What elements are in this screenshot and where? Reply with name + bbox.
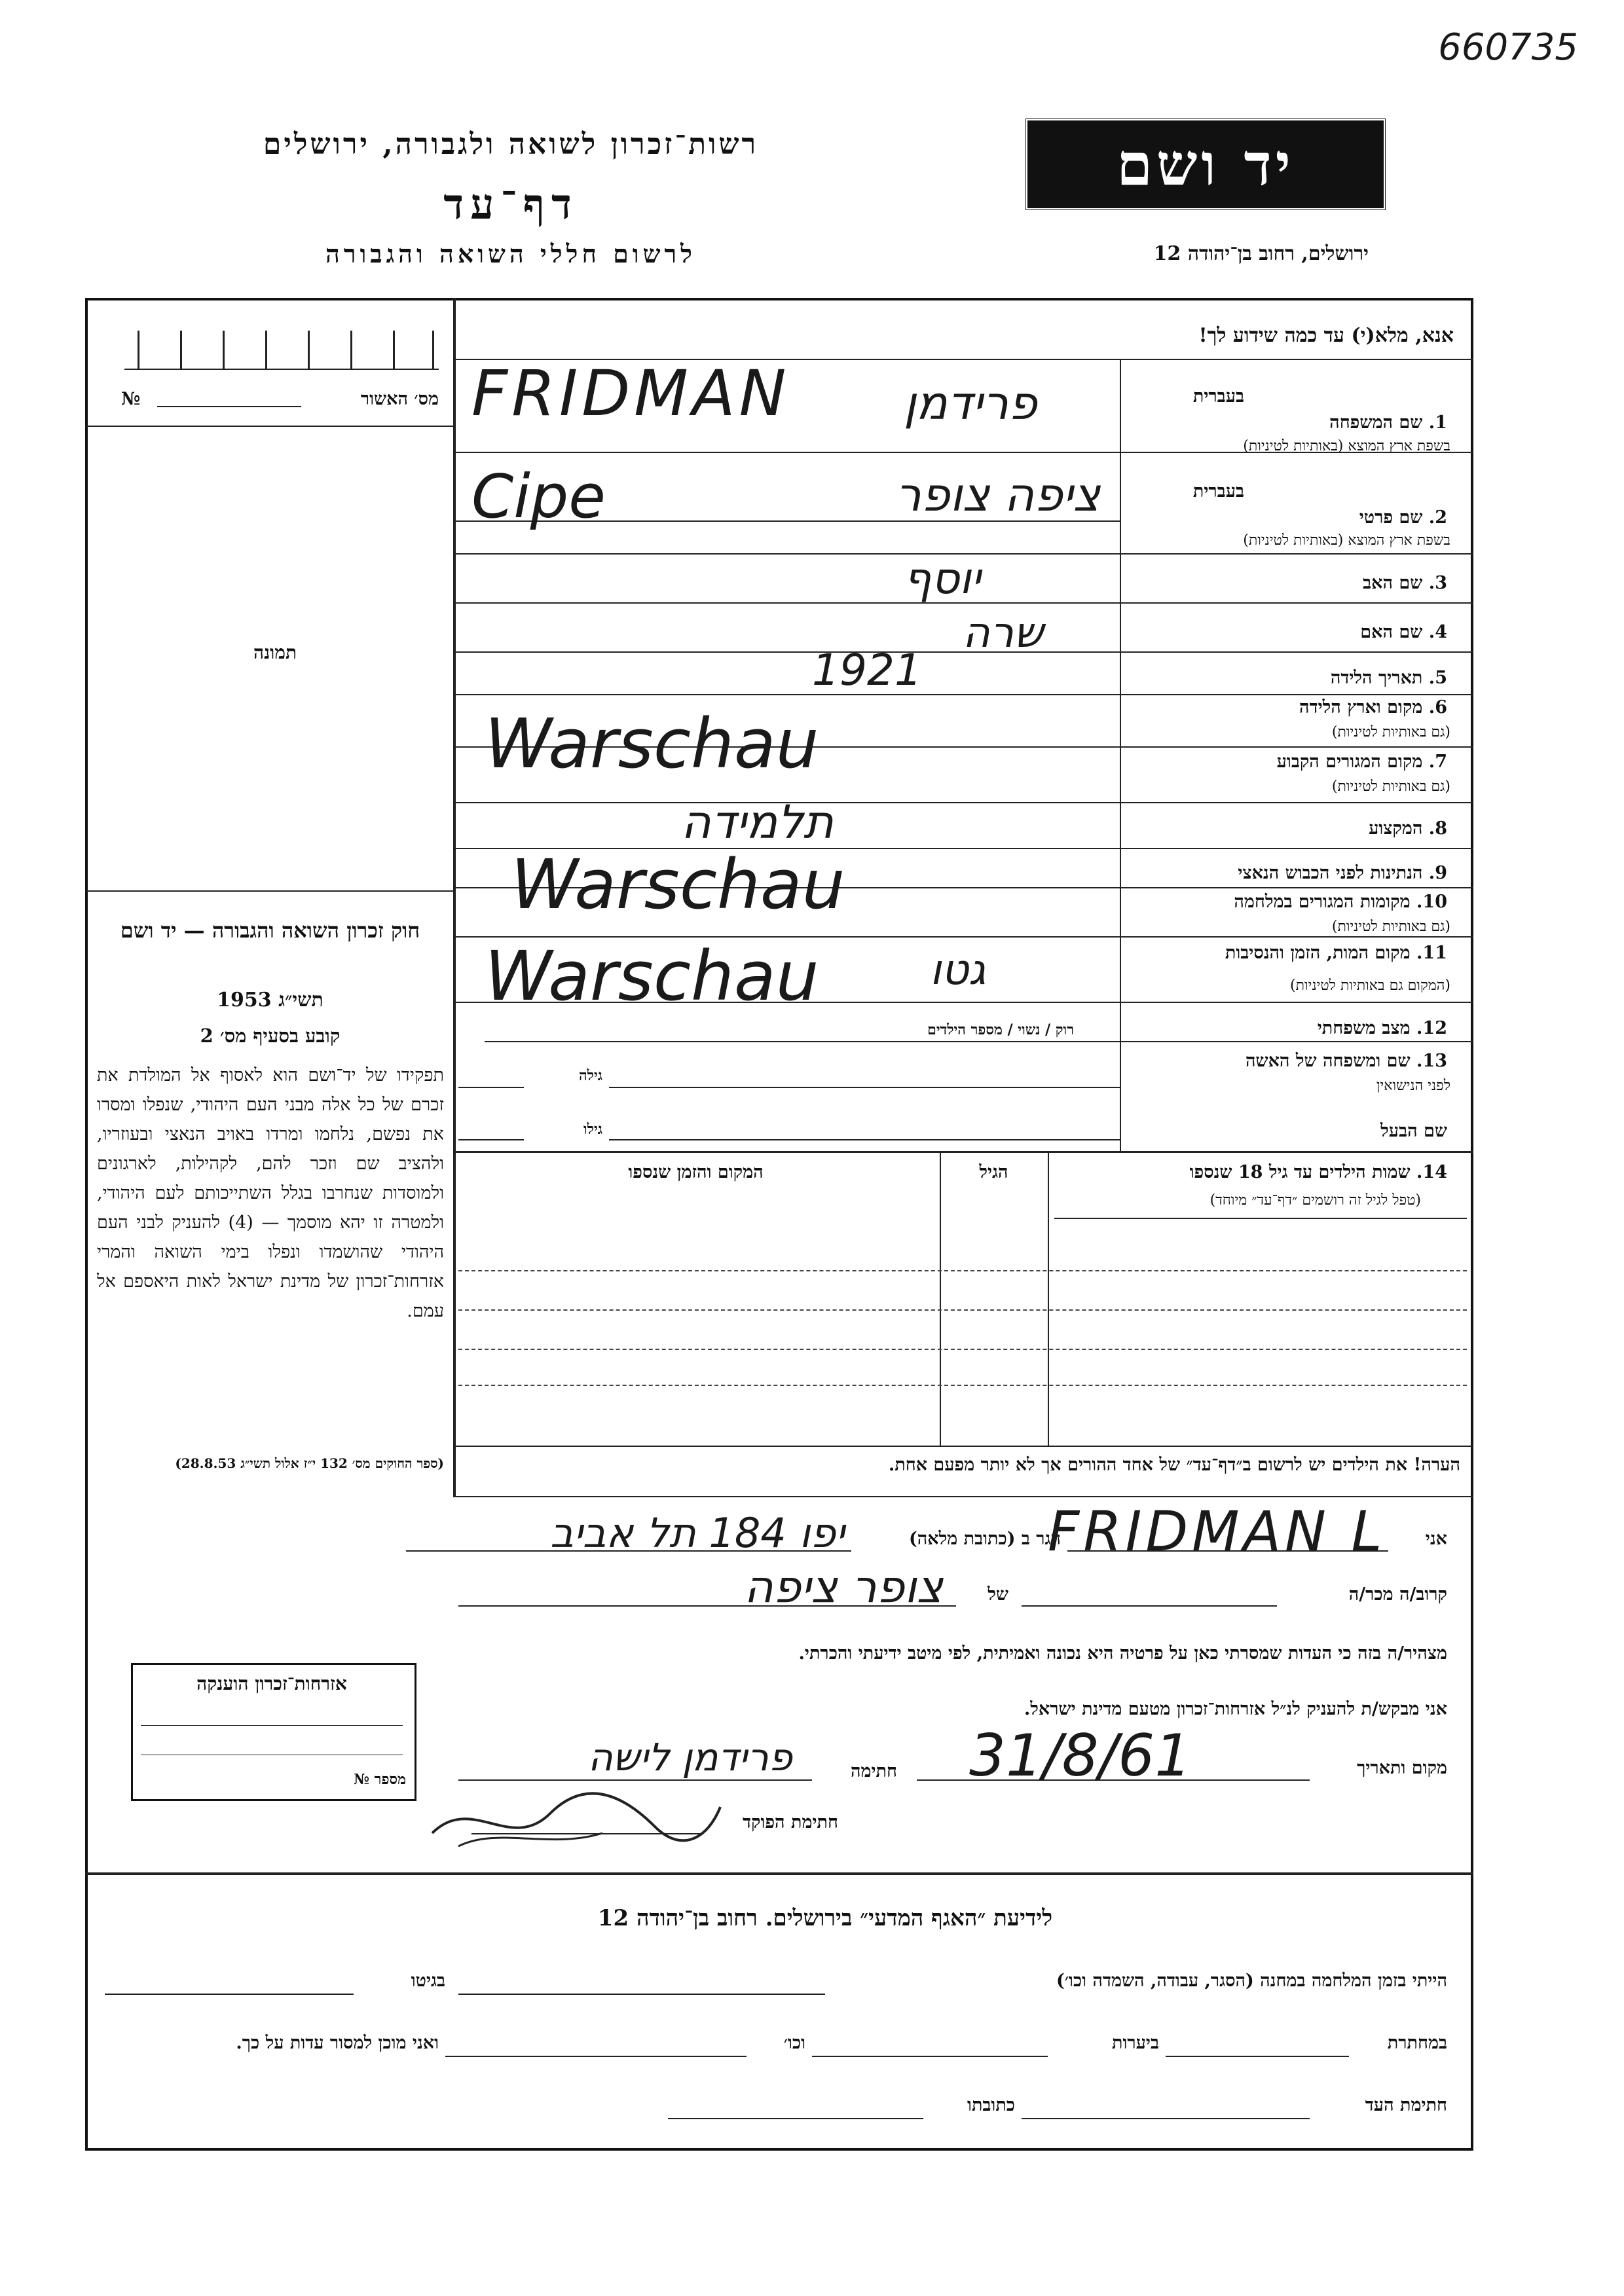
cert-no-line <box>157 406 301 407</box>
marital-options: רוק / נשוי / מספר הילדים <box>927 1021 1074 1038</box>
footer-forests: ביערות <box>1111 2033 1159 2053</box>
yad-vashem-logo <box>1028 121 1383 208</box>
photo-divider <box>85 890 453 892</box>
footer-divider <box>85 1872 1473 1875</box>
occupation-value: תלמידה <box>681 795 834 849</box>
law-source: (ספר החוקים מס׳ 132 י״ז אלול תשי״ג 28.8.53) <box>175 1455 444 1471</box>
memorial-box-title: אזרחות־זכרון הוענקה <box>196 1673 347 1694</box>
section-divider <box>453 1446 1473 1447</box>
note: הערה! את הילדים יש לרשום ב״דף־עד״ של אחד ההורים אך לא יותר מפעם אחת. <box>888 1455 1460 1475</box>
children-row-line <box>458 1309 1467 1311</box>
field-num: 1. <box>1428 412 1447 433</box>
field-label-text: שם ומשפחה של האשה <box>1245 1051 1411 1071</box>
field-num: 13. <box>1416 1051 1447 1071</box>
field-2-sub: בשפת ארץ המוצא (באותיות לטיניות) <box>1243 532 1450 549</box>
cert-tick-marks <box>124 331 439 370</box>
footer-ready: ואני מוכן למסור עדות על כך. <box>236 2033 439 2053</box>
row-line <box>609 1139 1120 1140</box>
label-column-border <box>1120 359 1121 1151</box>
mother-name-value: שרה <box>963 609 1044 657</box>
declarant-address-value: יפו 184 תל אביב <box>550 1509 845 1557</box>
left-column-border <box>453 298 456 1496</box>
field-2-label <box>1126 507 1447 528</box>
law-heading: חוק זכרון השואה והגבורה — יד ושם <box>120 918 420 943</box>
declarant-resides-label: הגר ב (כתובת מלאה) <box>908 1529 1061 1549</box>
footer-address-label: כתובתו <box>967 2095 1015 2115</box>
law-year: תשי״ג 1953 <box>217 989 323 1011</box>
row-line <box>609 1087 1120 1088</box>
field-num: 7. <box>1428 752 1447 772</box>
field-label-text: תאריך הלידה <box>1330 668 1423 688</box>
field-11-sub: (המקום גם באותיות לטיניות) <box>1290 977 1450 994</box>
footer-line <box>812 2056 1048 2057</box>
husband-label: שם הבעל <box>1380 1121 1447 1141</box>
relation-label: קרוב/ה מכר/ה <box>1348 1584 1447 1605</box>
firstname-hebrew-value: ציפה צופר <box>895 468 1100 522</box>
field-label-text: מקום המגורים הקבוע <box>1276 752 1423 772</box>
field-11-label <box>1126 943 1447 963</box>
cert-divider <box>85 426 453 427</box>
place-date-value: 31/8/61 <box>969 1722 1192 1789</box>
field-6-label <box>1126 697 1447 718</box>
row-line <box>453 452 1473 453</box>
memorial-box-line <box>141 1725 403 1726</box>
org-line: רשות־זכרון לשואה ולגבורה, ירושלים <box>263 128 759 161</box>
footer-witness-signature: חתימת העד <box>1365 2095 1447 2115</box>
form-subtitle: לרשום חללי השואה והגבורה <box>325 239 696 268</box>
firstname-latin-value: Cipe <box>471 462 606 532</box>
section-divider <box>453 1151 1473 1153</box>
field-label-text: מקום המות, הזמן והנסיבות <box>1225 943 1411 963</box>
field-5-label <box>1126 668 1447 688</box>
birth-place-value: Warschau <box>485 704 819 784</box>
children-col-age: הגיל <box>979 1162 1008 1182</box>
children-heading <box>1054 1162 1447 1182</box>
children-col-place: המקום והזמן שנספו <box>628 1162 764 1182</box>
field-13-sub: לפני הנישואין <box>1376 1078 1450 1094</box>
relation-line <box>1022 1605 1277 1607</box>
field-9-label <box>1126 863 1447 883</box>
field-7-label <box>1126 752 1447 772</box>
wartime-residence-value: Warschau <box>511 845 845 924</box>
relation-value: צופר ציפה <box>744 1561 943 1613</box>
father-name-value: יוסף <box>904 553 981 604</box>
row-line <box>485 1041 1473 1042</box>
logo-text: יד ושם <box>1116 130 1295 198</box>
field-label-text: שם האב <box>1363 573 1423 593</box>
field-12-label <box>1126 1018 1447 1038</box>
children-col-border <box>940 1151 941 1446</box>
children-row-line <box>458 1270 1467 1271</box>
footer-line <box>1022 2118 1310 2119</box>
footer-camp-line: הייתי בזמן המלחמה במחנה (הסגר, עבודה, השמדה וכו׳) <box>1056 1971 1447 1991</box>
field-num: 9. <box>1428 863 1447 883</box>
wife-age-line <box>458 1087 524 1088</box>
field-label-text: הנתינות לפני הכבוש הנאצי <box>1238 863 1423 883</box>
children-heading-text: שמות הילדים עד גיל 18 שנספו <box>1189 1162 1411 1182</box>
children-line <box>1054 1218 1467 1219</box>
children-heading-sub: (טפל לגיל זה רושמים ״דף־עד״ מיוחד) <box>1209 1192 1421 1209</box>
memorial-box-no: מספר № <box>354 1771 406 1788</box>
row-line <box>453 694 1473 695</box>
field-label-text: מצב משפחתי <box>1317 1018 1411 1038</box>
children-row-line <box>458 1385 1467 1386</box>
signature-value: פרידמן לישה <box>587 1735 792 1779</box>
footer-underground: במחתרת <box>1387 2033 1447 2053</box>
row-line <box>453 802 1473 803</box>
field-label-text: מקום וארץ הלידה <box>1299 697 1423 718</box>
section-divider <box>453 1496 1473 1497</box>
field-1-sub: בשפת ארץ המוצא (באותיות לטיניות) <box>1243 438 1450 454</box>
field-num: 8. <box>1428 818 1447 839</box>
field-label-text: שם האם <box>1360 622 1423 642</box>
signature-label: חתימה <box>850 1761 897 1781</box>
declaration: מצהיר/ה בזה כי העדות שמסרתי כאן על פרטיה היא נכונה ואמיתית, לפי מיטב ידיעתי והכרתי. <box>798 1643 1447 1664</box>
archive-number: 660735 <box>1438 26 1578 69</box>
field-num: 2. <box>1428 507 1447 528</box>
husband-age-line <box>458 1139 524 1140</box>
husband-age-label: גילו <box>583 1121 602 1138</box>
field-num: 3. <box>1428 573 1447 593</box>
place-date-label: מקום ותאריך <box>1357 1758 1447 1778</box>
footer-ghetto: בגיטו <box>411 1971 445 1991</box>
wife-age-label: גילה <box>579 1067 602 1084</box>
field-10-sub: (גם באותיות לטיניות) <box>1331 919 1450 935</box>
cert-no-sign: № <box>121 389 141 409</box>
field-num: 5. <box>1428 668 1447 688</box>
footer-etc: וכו׳ <box>783 2033 805 2053</box>
children-row-line <box>458 1349 1467 1350</box>
field-4-label <box>1126 622 1447 642</box>
field-num: 12. <box>1416 1018 1447 1038</box>
field-7-sub: (גם באותיות לטיניות) <box>1331 778 1450 795</box>
law-text: תפקידו של יד־ושם הוא לאסוף אל המולדת את זכרם של כל אלה מבני העם היהודי, שנפלו ומסרו את נפשם, נלחמו ומרדו באויב הנאצי ובעוזריו, ולהציב שם וזכר להם, לקהילות, לארגונים ולמוסדות שנחרבו בגלל השתייכותם לעם היהודי, ולמטרה זו יהא מוסמך — (4) להעניק לבני העם היהודי שהושמדו ונפלו בימי השואה והמרי אזרחות־זכרון של מדינת ישראל לאות היאספם אל עמם. <box>97 1065 444 1321</box>
field-3-label <box>1126 573 1447 593</box>
surname-latin-value: FRIDMAN <box>471 357 790 430</box>
birth-year-value: 1921 <box>812 645 922 695</box>
footer-title: לידיעת ״האגף המדעי״ בירושלים. רחוב בן־יהודה 12 <box>597 1905 1053 1931</box>
field-label-text: שם פרטי <box>1359 507 1423 528</box>
header-address: ירושלים, רחוב בן־יהודה 12 <box>1153 242 1369 265</box>
officer-signature <box>419 1787 733 1859</box>
footer-line <box>445 2056 747 2057</box>
field-num: 10. <box>1416 892 1447 912</box>
of-label: של <box>987 1584 1008 1605</box>
law-section: קובע בסעיף מס׳ 2 <box>200 1025 341 1047</box>
signature-line <box>458 1779 812 1781</box>
field-num: 6. <box>1428 697 1447 718</box>
field-13-label <box>1126 1051 1447 1071</box>
photo-label: תמונה <box>253 642 297 663</box>
declarant-i-label: אני <box>1425 1529 1447 1549</box>
field-num: 4. <box>1428 622 1447 642</box>
children-num: 14. <box>1416 1162 1447 1182</box>
field-2-hebrew-tag: בעברית <box>1192 481 1244 501</box>
request: אני מבקש/ת להעניק לנ״ל אזרחות־זכרון מטעם מדינת ישראל. <box>1024 1699 1447 1719</box>
field-label-text: שם המשפחה <box>1329 412 1423 433</box>
field-10-label <box>1126 892 1447 912</box>
field-1-hebrew-tag: בעברית <box>1192 386 1244 407</box>
field-1-label <box>1126 412 1447 433</box>
field-8-label <box>1126 818 1447 839</box>
field-label-text: מקומות המגורים במלחמה <box>1234 892 1411 912</box>
children-col-border <box>1048 1151 1049 1446</box>
form-title: דף־עד <box>443 180 578 229</box>
death-place-hebrew-value: גטו <box>930 946 986 994</box>
footer-line <box>105 1994 354 1995</box>
cert-no-label: מס׳ האשור <box>360 389 439 409</box>
surname-hebrew-value: פרידמן <box>904 376 1037 430</box>
field-num: 11. <box>1416 943 1447 963</box>
death-place-value: Warschau <box>485 936 819 1016</box>
footer-line <box>1166 2056 1349 2057</box>
field-label-text: המקצוע <box>1369 818 1423 839</box>
officer-label: חתימת הפוקד <box>743 1812 838 1832</box>
footer-line <box>458 1994 825 1995</box>
field-6-sub: (גם באותיות לטיניות) <box>1331 724 1450 740</box>
declarant-name-value: FRIDMAN L <box>1048 1499 1386 1563</box>
footer-line <box>668 2118 923 2119</box>
instruction: אנא, מלא(י) עד כמה שידוע לך! <box>1198 324 1454 347</box>
